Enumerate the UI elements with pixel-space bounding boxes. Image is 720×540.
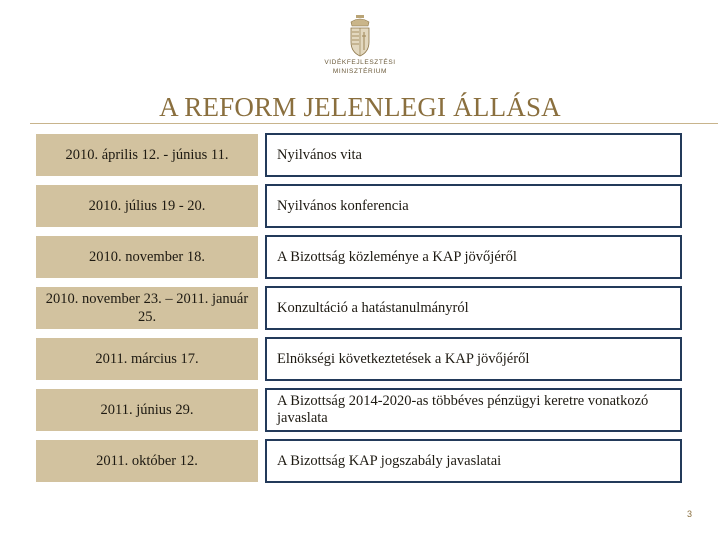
row-description: A Bizottság közleménye a KAP jövőjéről — [265, 235, 682, 279]
title-divider — [30, 123, 718, 124]
logo-line-2: MINISZTÉRIUM — [332, 68, 388, 75]
row-date: 2011. október 12. — [36, 440, 258, 482]
row-date: 2010. április 12. - június 11. — [36, 134, 258, 176]
row-description: Elnökségi következtetések a KAP jövőjéről — [265, 337, 682, 381]
row-date: 2010. november 23. – 2011. január 25. — [36, 287, 258, 329]
row-description: Konzultáció a hatástanulmányról — [265, 286, 682, 330]
logo-line-1: VIDÉKFEJLESZTÉSI — [324, 59, 396, 66]
row-description: A Bizottság KAP jogszabály javaslatai — [265, 439, 682, 483]
row-description: Nyilvános vita — [265, 133, 682, 177]
row-date: 2011. június 29. — [36, 389, 258, 431]
page-number: 3 — [686, 509, 692, 519]
ministry-logo — [320, 14, 400, 84]
row-date: 2011. március 17. — [36, 338, 258, 380]
row-date: 2010. július 19 - 20. — [36, 185, 258, 227]
row-date: 2010. november 18. — [36, 236, 258, 278]
slide-title: A REFORM JELENLEGI ÁLLÁSA — [159, 92, 561, 122]
row-description: A Bizottság 2014-2020-as többéves pénzügyi keretre vonatkozó javaslata — [265, 388, 682, 432]
row-description: Nyilvános konferencia — [265, 184, 682, 228]
coat-of-arms-icon — [347, 14, 373, 58]
